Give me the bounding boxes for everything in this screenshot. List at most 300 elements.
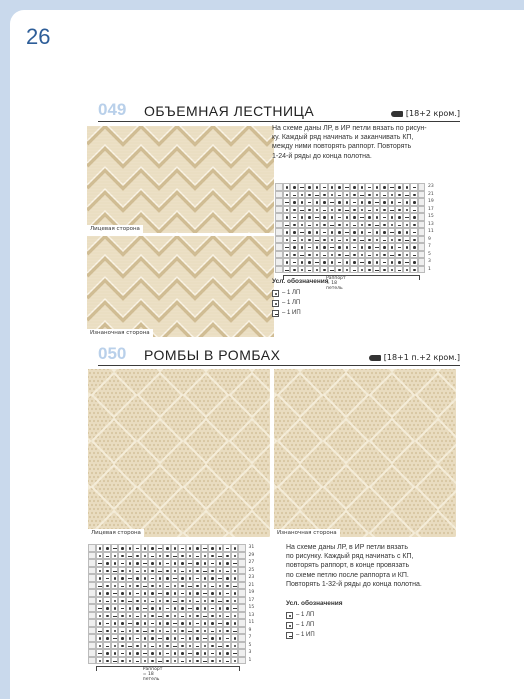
chart-cell	[238, 657, 246, 665]
chart-cell	[395, 236, 403, 244]
chart-cell	[350, 183, 358, 191]
chart-cell	[283, 228, 291, 236]
chart-cell	[403, 198, 411, 206]
instruction-line: по схеме петлю после раппорта и КП.	[286, 571, 409, 579]
knit-photo-049-back	[87, 236, 274, 337]
chart-cell	[298, 228, 306, 236]
chart-cell	[163, 559, 171, 567]
chart-cell	[388, 236, 396, 244]
chart-row	[275, 206, 425, 214]
chart-cell	[96, 544, 104, 552]
chart-cell	[320, 198, 328, 206]
chart-cell	[313, 243, 321, 251]
chart-cell	[388, 221, 396, 229]
chart-cell	[111, 657, 119, 665]
chart-cell	[313, 213, 321, 221]
chart-cell	[238, 612, 246, 620]
chart-cell	[133, 582, 141, 590]
row-number: 21	[248, 582, 255, 588]
chart-cell	[275, 191, 283, 199]
chart-cell	[201, 544, 209, 552]
chart-cell	[156, 544, 164, 552]
chart-cell	[410, 251, 418, 259]
chart-cell	[126, 582, 134, 590]
chart-cell	[96, 552, 104, 560]
chart-cell	[111, 619, 119, 627]
chart-cell	[163, 612, 171, 620]
chart-cell	[298, 266, 306, 274]
chart-cell	[103, 589, 111, 597]
row-number: 25	[248, 567, 255, 573]
chart-cell	[373, 251, 381, 259]
chart-cell	[275, 251, 283, 259]
chart-cell	[216, 589, 224, 597]
chart-cell	[320, 221, 328, 229]
chart-cell	[208, 552, 216, 560]
chart-cell	[313, 206, 321, 214]
photo-caption: Изнаночная сторона	[274, 529, 340, 537]
chart-cell	[395, 228, 403, 236]
chart-cell	[350, 258, 358, 266]
chart-cell	[178, 627, 186, 635]
chart-cell	[298, 191, 306, 199]
chart-cell	[388, 243, 396, 251]
chart-cell	[96, 657, 104, 665]
chart-cell	[365, 243, 373, 251]
chart-cell	[320, 228, 328, 236]
chart-cell	[171, 612, 179, 620]
chart-cell	[231, 574, 239, 582]
chart-cell	[320, 213, 328, 221]
chart-cell	[171, 582, 179, 590]
chart-cell	[410, 228, 418, 236]
chart-cell	[343, 183, 351, 191]
chart-cell	[148, 649, 156, 657]
chart-cell	[186, 657, 194, 665]
chart-cell	[178, 612, 186, 620]
chart-cell	[358, 228, 366, 236]
chart-cell	[410, 191, 418, 199]
chart-cell	[373, 266, 381, 274]
legend-item: – 1 ИП	[286, 630, 343, 640]
chart-cell	[238, 634, 246, 642]
chart-cell	[178, 642, 186, 650]
chart-cell	[178, 634, 186, 642]
chart-cell	[350, 213, 358, 221]
chart-cell	[358, 183, 366, 191]
chart-cell	[156, 634, 164, 642]
chart-row	[88, 574, 246, 582]
chart-row	[88, 544, 246, 552]
chart-cell	[388, 198, 396, 206]
chart-cell	[201, 634, 209, 642]
chart-grid	[275, 183, 425, 273]
chart-cell	[283, 191, 291, 199]
chart-cell	[410, 213, 418, 221]
chart-cell	[133, 627, 141, 635]
chart-cell	[305, 213, 313, 221]
chart-cell	[178, 559, 186, 567]
chart-cell	[380, 221, 388, 229]
chart-cell	[118, 657, 126, 665]
chart-cell	[163, 597, 171, 605]
chart-cell	[365, 266, 373, 274]
purl-symbol-icon	[286, 632, 293, 639]
chart-cell	[118, 597, 126, 605]
chart-cell	[365, 198, 373, 206]
chart-cell	[380, 228, 388, 236]
chart-cell	[283, 206, 291, 214]
chart-cell	[163, 649, 171, 657]
chart-cell	[350, 243, 358, 251]
chart-cell	[148, 597, 156, 605]
chart-cell	[231, 567, 239, 575]
chart-cell	[298, 221, 306, 229]
chart-cell	[395, 198, 403, 206]
chart-cell	[358, 243, 366, 251]
chart-cell	[201, 627, 209, 635]
chart-cell	[156, 619, 164, 627]
chart-cell	[365, 236, 373, 244]
chart-cell	[305, 198, 313, 206]
chart-cell	[103, 552, 111, 560]
chart-cell	[275, 206, 283, 214]
chart-cell	[156, 567, 164, 575]
chart-cell	[111, 627, 119, 635]
chart-cell	[141, 612, 149, 620]
chart-cell	[208, 574, 216, 582]
knit-photo-049-front	[87, 126, 274, 233]
knit-symbol-icon	[286, 622, 293, 629]
chart-cell	[193, 574, 201, 582]
chart-cell	[298, 243, 306, 251]
chart-cell	[186, 619, 194, 627]
chart-cell	[223, 642, 231, 650]
chart-row	[275, 183, 425, 191]
chart-cell	[418, 266, 426, 274]
chart-cell	[141, 567, 149, 575]
knit-symbol-icon	[286, 612, 293, 619]
chart-cell	[231, 597, 239, 605]
legend-item: – 1 ЛП	[286, 620, 343, 630]
chart-cell	[216, 619, 224, 627]
chart-cell	[186, 552, 194, 560]
chart-row	[275, 228, 425, 236]
chart-cell	[141, 552, 149, 560]
chart-cell	[118, 567, 126, 575]
chart-cell	[358, 266, 366, 274]
chart-cell	[111, 552, 119, 560]
chart-cell	[118, 619, 126, 627]
chart-cell	[358, 236, 366, 244]
chart-cell	[208, 627, 216, 635]
chart-cell	[373, 183, 381, 191]
chart-cell	[163, 657, 171, 665]
photo-caption: Изнаночная сторона	[87, 329, 153, 337]
chart-cell	[201, 552, 209, 560]
chart-cell	[223, 634, 231, 642]
chart-cell	[163, 604, 171, 612]
chart-cell	[96, 597, 104, 605]
chart-cell	[358, 221, 366, 229]
chart-cell	[410, 258, 418, 266]
chart-cell	[343, 206, 351, 214]
chart-cell	[328, 206, 336, 214]
chart-cell	[96, 589, 104, 597]
chart-cell	[313, 266, 321, 274]
chart-row	[88, 582, 246, 590]
chart-cell	[201, 649, 209, 657]
chart-cell	[343, 258, 351, 266]
chart-cell	[216, 627, 224, 635]
chart-row	[275, 236, 425, 244]
chart-cell	[156, 589, 164, 597]
chart-cell	[313, 258, 321, 266]
row-number: 19	[248, 590, 255, 595]
chart-cell	[223, 657, 231, 665]
chart-cell	[283, 243, 291, 251]
chart-cell	[275, 198, 283, 206]
chart-cell	[133, 552, 141, 560]
chart-cell	[298, 183, 306, 191]
row-number: 7	[248, 635, 252, 640]
chart-cell	[328, 266, 336, 274]
chart-cell	[216, 567, 224, 575]
chart-cell	[193, 627, 201, 635]
chart-cell	[193, 597, 201, 605]
chart-cell	[231, 552, 239, 560]
chart-cell	[335, 183, 343, 191]
chart-cell	[126, 657, 134, 665]
row-number: 23	[248, 575, 255, 580]
chart-cell	[163, 567, 171, 575]
chart-cell	[178, 552, 186, 560]
chart-cell	[216, 544, 224, 552]
chart-cell	[283, 183, 291, 191]
chart-cell	[118, 582, 126, 590]
chart-cell	[343, 236, 351, 244]
row-number: 29	[248, 552, 255, 558]
chart-grid	[88, 544, 246, 664]
chart-cell	[373, 198, 381, 206]
chart-cell	[126, 589, 134, 597]
chart-cell	[141, 634, 149, 642]
chart-cell	[103, 642, 111, 650]
chart-cell	[96, 634, 104, 642]
chart-cell	[111, 642, 119, 650]
chart-cell	[328, 213, 336, 221]
chart-cell	[141, 544, 149, 552]
section-number: 050	[98, 344, 127, 363]
chart-cell	[388, 266, 396, 274]
chart-cell	[365, 221, 373, 229]
chart-cell	[118, 634, 126, 642]
chart-cell	[126, 634, 134, 642]
chart-cell	[103, 582, 111, 590]
chart-cell	[156, 559, 164, 567]
chart-cell	[118, 574, 126, 582]
chart-cell	[380, 266, 388, 274]
chart-row	[88, 634, 246, 642]
chart-cell	[216, 657, 224, 665]
chart-cell	[133, 597, 141, 605]
section-header-049	[98, 99, 460, 122]
chart-cell	[88, 649, 96, 657]
chart-row	[88, 589, 246, 597]
chart-cell	[216, 597, 224, 605]
chart-cell	[193, 604, 201, 612]
chart-cell	[171, 619, 179, 627]
yarn-icon	[369, 355, 381, 361]
instruction-line: На схеме даны ЛР, в ИР петли вязать	[286, 544, 408, 551]
chart-cell	[418, 206, 426, 214]
chart-cell	[96, 642, 104, 650]
chart-cell	[148, 642, 156, 650]
chart-row	[88, 567, 246, 575]
chart-cell	[238, 604, 246, 612]
chart-row	[88, 552, 246, 560]
chart-cell	[388, 206, 396, 214]
chart-cell	[238, 642, 246, 650]
chart-cell	[298, 213, 306, 221]
chart-cell	[171, 627, 179, 635]
page-number: 26	[26, 24, 51, 49]
chart-cell	[410, 221, 418, 229]
chart-cell	[275, 258, 283, 266]
chart-row	[88, 612, 246, 620]
legend-049	[272, 278, 329, 318]
chart-cell	[88, 582, 96, 590]
chart-cell	[290, 236, 298, 244]
chart-cell	[96, 604, 104, 612]
chart-cell	[133, 657, 141, 665]
chart-cell	[403, 243, 411, 251]
chart-cell	[305, 251, 313, 259]
chart-cell	[156, 552, 164, 560]
chart-cell	[373, 191, 381, 199]
chart-cell	[156, 612, 164, 620]
legend-item: – 1 ЛП	[286, 610, 343, 620]
chart-cell	[223, 552, 231, 560]
chart-cell	[88, 604, 96, 612]
chart-row	[275, 251, 425, 259]
chart-cell	[111, 589, 119, 597]
chart-row	[275, 266, 425, 274]
chart-cell	[395, 221, 403, 229]
chart-row	[275, 191, 425, 199]
chart-cell	[126, 649, 134, 657]
chart-cell	[208, 634, 216, 642]
chart-cell	[290, 243, 298, 251]
chart-cell	[238, 649, 246, 657]
section-title: ОБЪЕМНАЯ ЛЕСТНИЦА	[144, 103, 315, 119]
chart-cell	[201, 582, 209, 590]
chart-cell	[126, 642, 134, 650]
chart-cell	[365, 191, 373, 199]
chart-cell	[148, 567, 156, 575]
chart-cell	[88, 589, 96, 597]
chart-cell	[373, 206, 381, 214]
chart-cell	[103, 544, 111, 552]
chart-cell	[208, 604, 216, 612]
chart-cell	[223, 619, 231, 627]
chart-cell	[201, 597, 209, 605]
chart-cell	[231, 612, 239, 620]
chart-cell	[96, 649, 104, 657]
chart-cell	[141, 627, 149, 635]
chart-cell	[320, 266, 328, 274]
chart-cell	[126, 604, 134, 612]
row-number: 17	[248, 597, 255, 603]
chart-cell	[126, 574, 134, 582]
chart-cell	[103, 649, 111, 657]
chart-cell	[126, 619, 134, 627]
chart-cell	[290, 221, 298, 229]
chart-cell	[141, 642, 149, 650]
chart-cell	[156, 657, 164, 665]
chart-cell	[156, 604, 164, 612]
chart-cell	[96, 567, 104, 575]
chart-cell	[216, 574, 224, 582]
chart-cell	[111, 582, 119, 590]
chart-cell	[395, 243, 403, 251]
chart-cell	[216, 634, 224, 642]
chart-cell	[358, 251, 366, 259]
chart-cell	[88, 597, 96, 605]
chart-cell	[343, 198, 351, 206]
chart-cell	[186, 649, 194, 657]
chart-cell	[126, 567, 134, 575]
chart-cell	[141, 649, 149, 657]
chart-cell	[103, 657, 111, 665]
chart-cell	[238, 589, 246, 597]
chart-cell	[380, 243, 388, 251]
chart-cell	[193, 582, 201, 590]
chart-cell	[193, 567, 201, 575]
chart-cell	[103, 559, 111, 567]
chart-cell	[111, 544, 119, 552]
chart-cell	[171, 597, 179, 605]
chart-cell	[148, 582, 156, 590]
chart-cell	[103, 574, 111, 582]
chart-cell	[231, 627, 239, 635]
chart-cell	[238, 619, 246, 627]
instruction-line: по рисунку. Каждый ряд начинать с КП,	[286, 553, 414, 561]
chart-cell	[148, 604, 156, 612]
chart-cell	[373, 243, 381, 251]
chart-cell	[201, 612, 209, 620]
chart-cell	[298, 198, 306, 206]
chart-cell	[305, 258, 313, 266]
chart-cell	[163, 589, 171, 597]
knit-photo-050-front	[88, 369, 270, 537]
chart-cell	[223, 567, 231, 575]
chart-cell	[178, 544, 186, 552]
chart-cell	[103, 627, 111, 635]
chart-cell	[350, 206, 358, 214]
chart-cell	[275, 228, 283, 236]
photo-caption: Лицевая сторона	[87, 225, 143, 233]
chart-cell	[305, 243, 313, 251]
chart-cell	[335, 221, 343, 229]
chart-cell	[223, 604, 231, 612]
chart-cell	[350, 191, 358, 199]
chart-cell	[156, 597, 164, 605]
chart-cell	[133, 604, 141, 612]
chart-cell	[350, 236, 358, 244]
chart-cell	[305, 221, 313, 229]
chart-cell	[410, 266, 418, 274]
